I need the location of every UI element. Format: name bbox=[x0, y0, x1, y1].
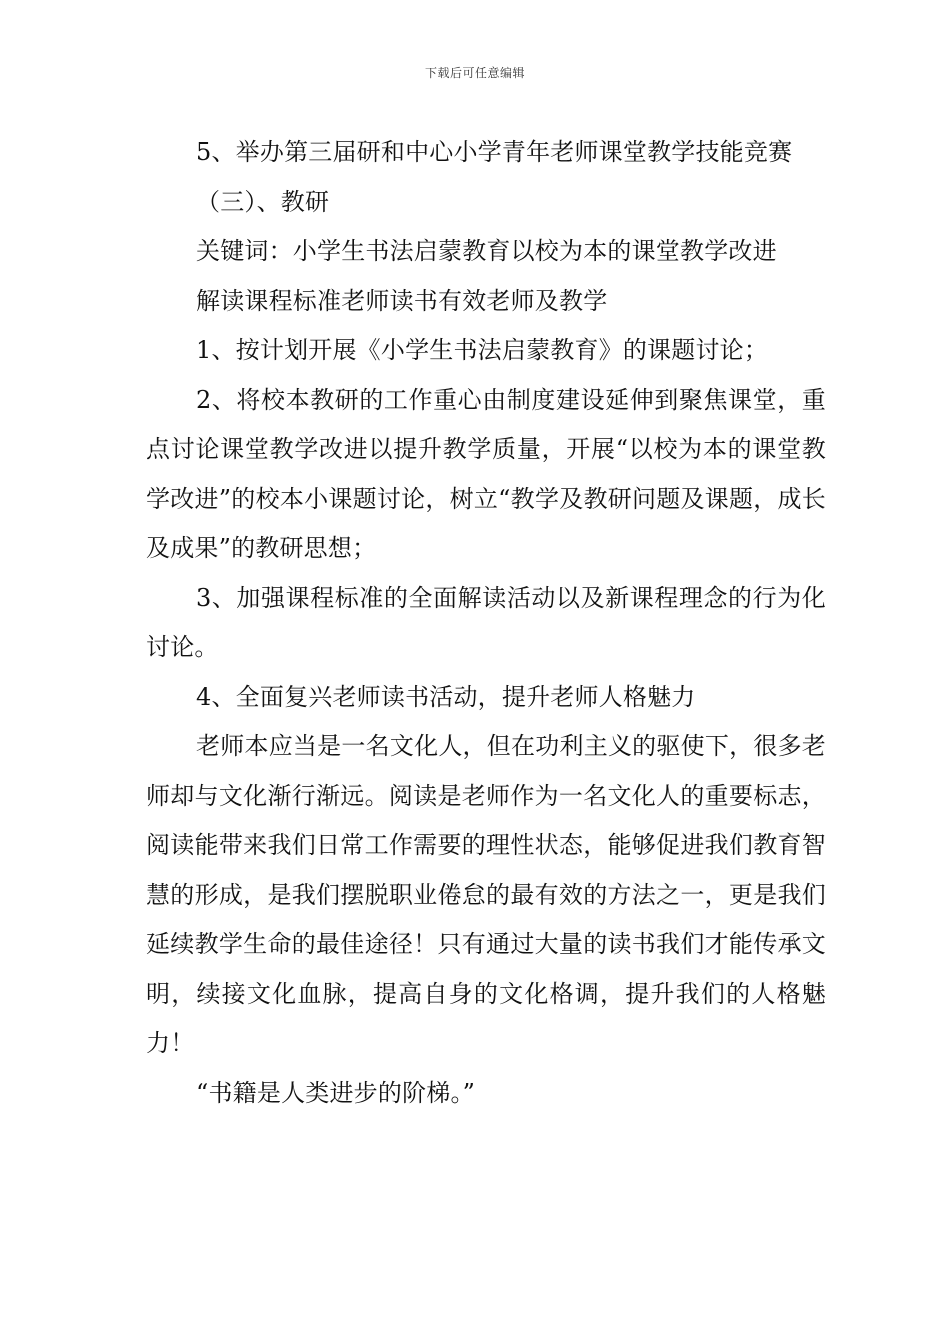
paragraph-item-2: 2、将校本教研的工作重心由制度建设延伸到聚焦课堂，重点讨论课堂教学改进以提升教学质量，开展“以校为本的课堂教学改进”的校本小课题讨论，树立“教学及教研问题及课题，成长及成果”的教研思想； bbox=[146, 385, 826, 562]
paragraph-quote: “书籍是人类进步的阶梯。” bbox=[196, 1078, 476, 1107]
paragraph-item-4: 4、全面复兴老师读书活动，提升老师人格魅力 bbox=[196, 682, 696, 711]
paragraph-item-1: 1、按计划开展《小学生书法启蒙教育》的课题讨论； bbox=[196, 336, 769, 364]
page-header: 下载后可任意编辑 bbox=[424, 66, 525, 80]
paragraph-subtitle: 解读课程标准老师读书有效老师及教学 bbox=[196, 286, 608, 315]
paragraph-keywords: 关键词：小学生书法启蒙教育以校为本的课堂教学改进 bbox=[196, 237, 777, 265]
document-body bbox=[146, 128, 826, 1118]
paragraph-reading-body: 老师本应当是一名文化人，但在功利主义的驱使下，很多老师却与文化渐行渐远。阅读是老师作为一名文化人的重要标志，阅读能带来我们日常工作需要的理性状态，能够促进我们教育智慧的形成，是我们摆脱职业倦怠的最有效的方法之一，更是我们延续教学生命的最佳途径！只有通过大量的读书我们才能传承文明，续接文化血脉，提高自身的文化格调，提升我们的人格魅力！ bbox=[146, 732, 826, 1057]
paragraph-item-5-competition: 5、举办第三届研和中心小学青年老师课堂教学技能竞赛 bbox=[196, 138, 793, 166]
section-heading-research: （三）、教研 bbox=[196, 187, 330, 216]
paragraph-item-3: 3、加强课程标准的全面解读活动以及新课程理念的行为化讨论。 bbox=[146, 583, 826, 661]
